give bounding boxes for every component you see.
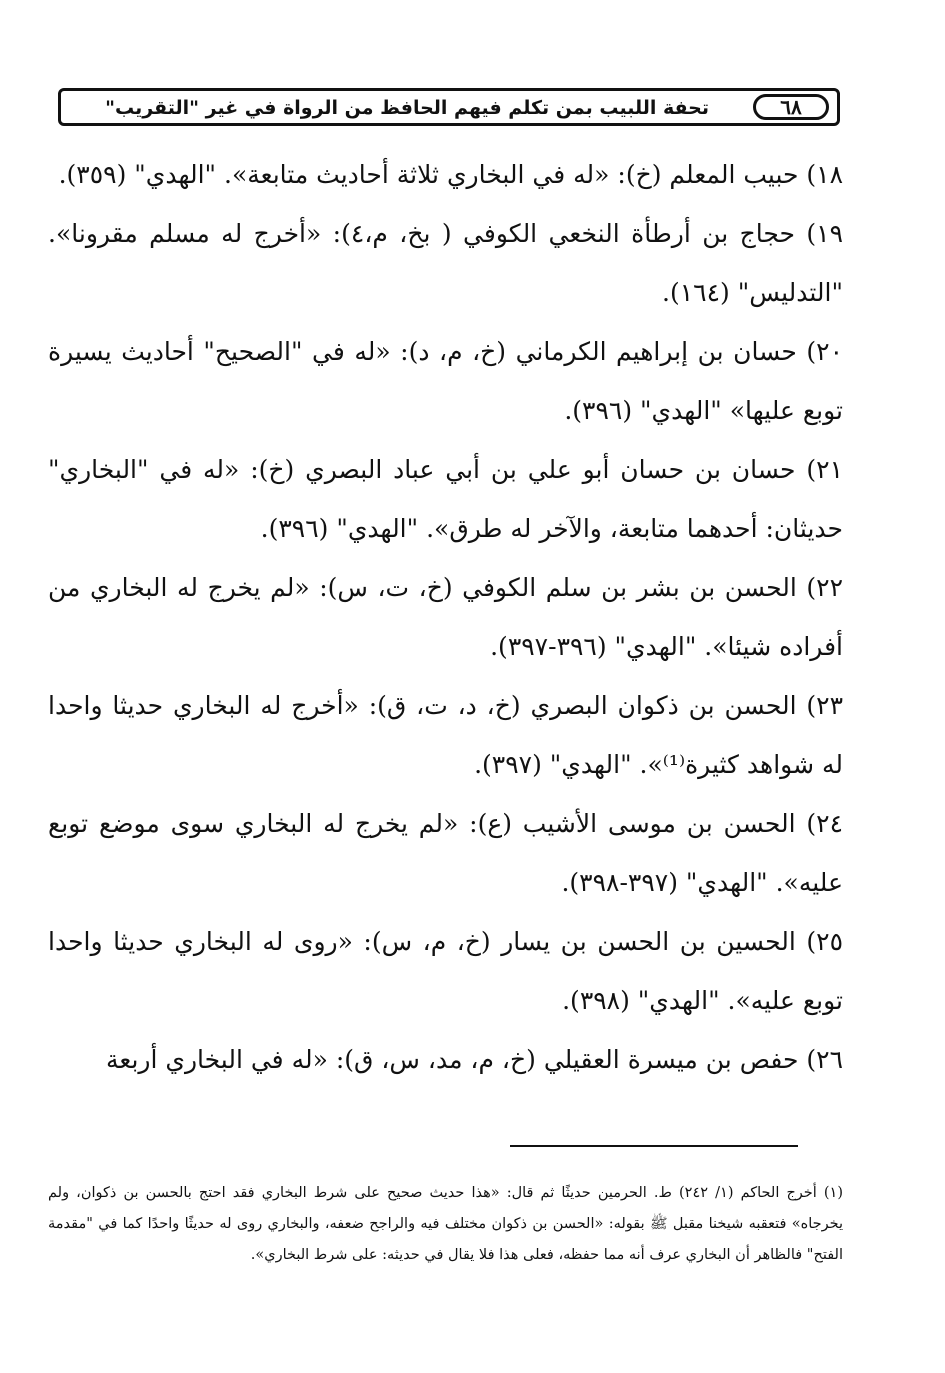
entry-20: ٢٠) حسان بن إبراهيم الكرماني (خ، م، د): «له في "الصحيح" أحاديث يسيرة توبع عليها» "الهدي" (٣٩٦).: [48, 337, 843, 425]
footnote-divider: [510, 1145, 798, 1147]
page-number: ٦٨: [753, 94, 829, 120]
running-header: [58, 88, 840, 126]
entry-21: ٢١) حسان بن حسان أبو علي بن أبي عباد البصري (خ): «له في "البخاري" حديثان: أحدهما متابعة، والآخر له طرق». "الهدي" (٣٩٦).: [48, 455, 843, 543]
footnotes: [48, 1178, 843, 1271]
main-text: [48, 145, 843, 1089]
entry-19: ١٩) حجاج بن أرطأة النخعي الكوفي ( بخ، م،٤): «أخرج له مسلم مقرونا». "التدليس" (١٦٤).: [48, 219, 843, 307]
entry-22: ٢٢) الحسن بن بشر بن سلم الكوفي (خ، ت، س): «لم يخرج له البخاري من أفراده شيئا». "الهدي" (٣٩٦-٣٩٧).: [48, 573, 843, 661]
footnote-1: (١) أخرج الحاكم (١/ ٢٤٢) ط. الحرمين حديثًا ثم قال: «هذا حديث صحيح على شرط البخاري فقد احتج بالحسن بن ذكوان، ولم يخرجاه» فتعقبه شيخنا مقبل ﷺ بقوله: «الحسن بن ذكوان مختلف فيه والراجح ضعفه، والبخاري روى له حديثًا واحدًا كما في "مقدمة الفتح" فالظاهر أن البخاري عرف أنه مما حفظه، فعلى هذا فلا يقال في حديثه: على شرط البخاري».: [48, 1185, 844, 1263]
entry-23: ٢٣) الحسن بن ذكوان البصري (خ، د، ت، ق): «أخرج له البخاري حديثا واحدا له شواهد كثيرة⁽¹⁾». "الهدي" (٣٩٧).: [48, 691, 843, 779]
entry-24: ٢٤) الحسن بن موسى الأشيب (ع): «لم يخرج له البخاري سوى موضع توبع عليه». "الهدي" (٣٩٧-٣٩٨).: [48, 809, 843, 897]
entry-25: ٢٥) الحسين بن الحسن بن يسار (خ، م، س): «روى له البخاري حديثا واحدا توبع عليه». "الهدي" (٣٩٨).: [48, 927, 843, 1015]
running-title: تحفة اللبيب بمن تكلم فيهم الحافظ من الرواة في غير "التقريب": [105, 97, 709, 119]
entry-26: ٢٦) حفص بن ميسرة العقيلي (خ، م، مد، س، ق): «له في البخاري أربعة: [106, 1045, 843, 1074]
entry-18: ١٨) حبيب المعلم (خ): «له في البخاري ثلاثة أحاديث متابعة». "الهدي" (٣٥٩).: [58, 160, 843, 189]
